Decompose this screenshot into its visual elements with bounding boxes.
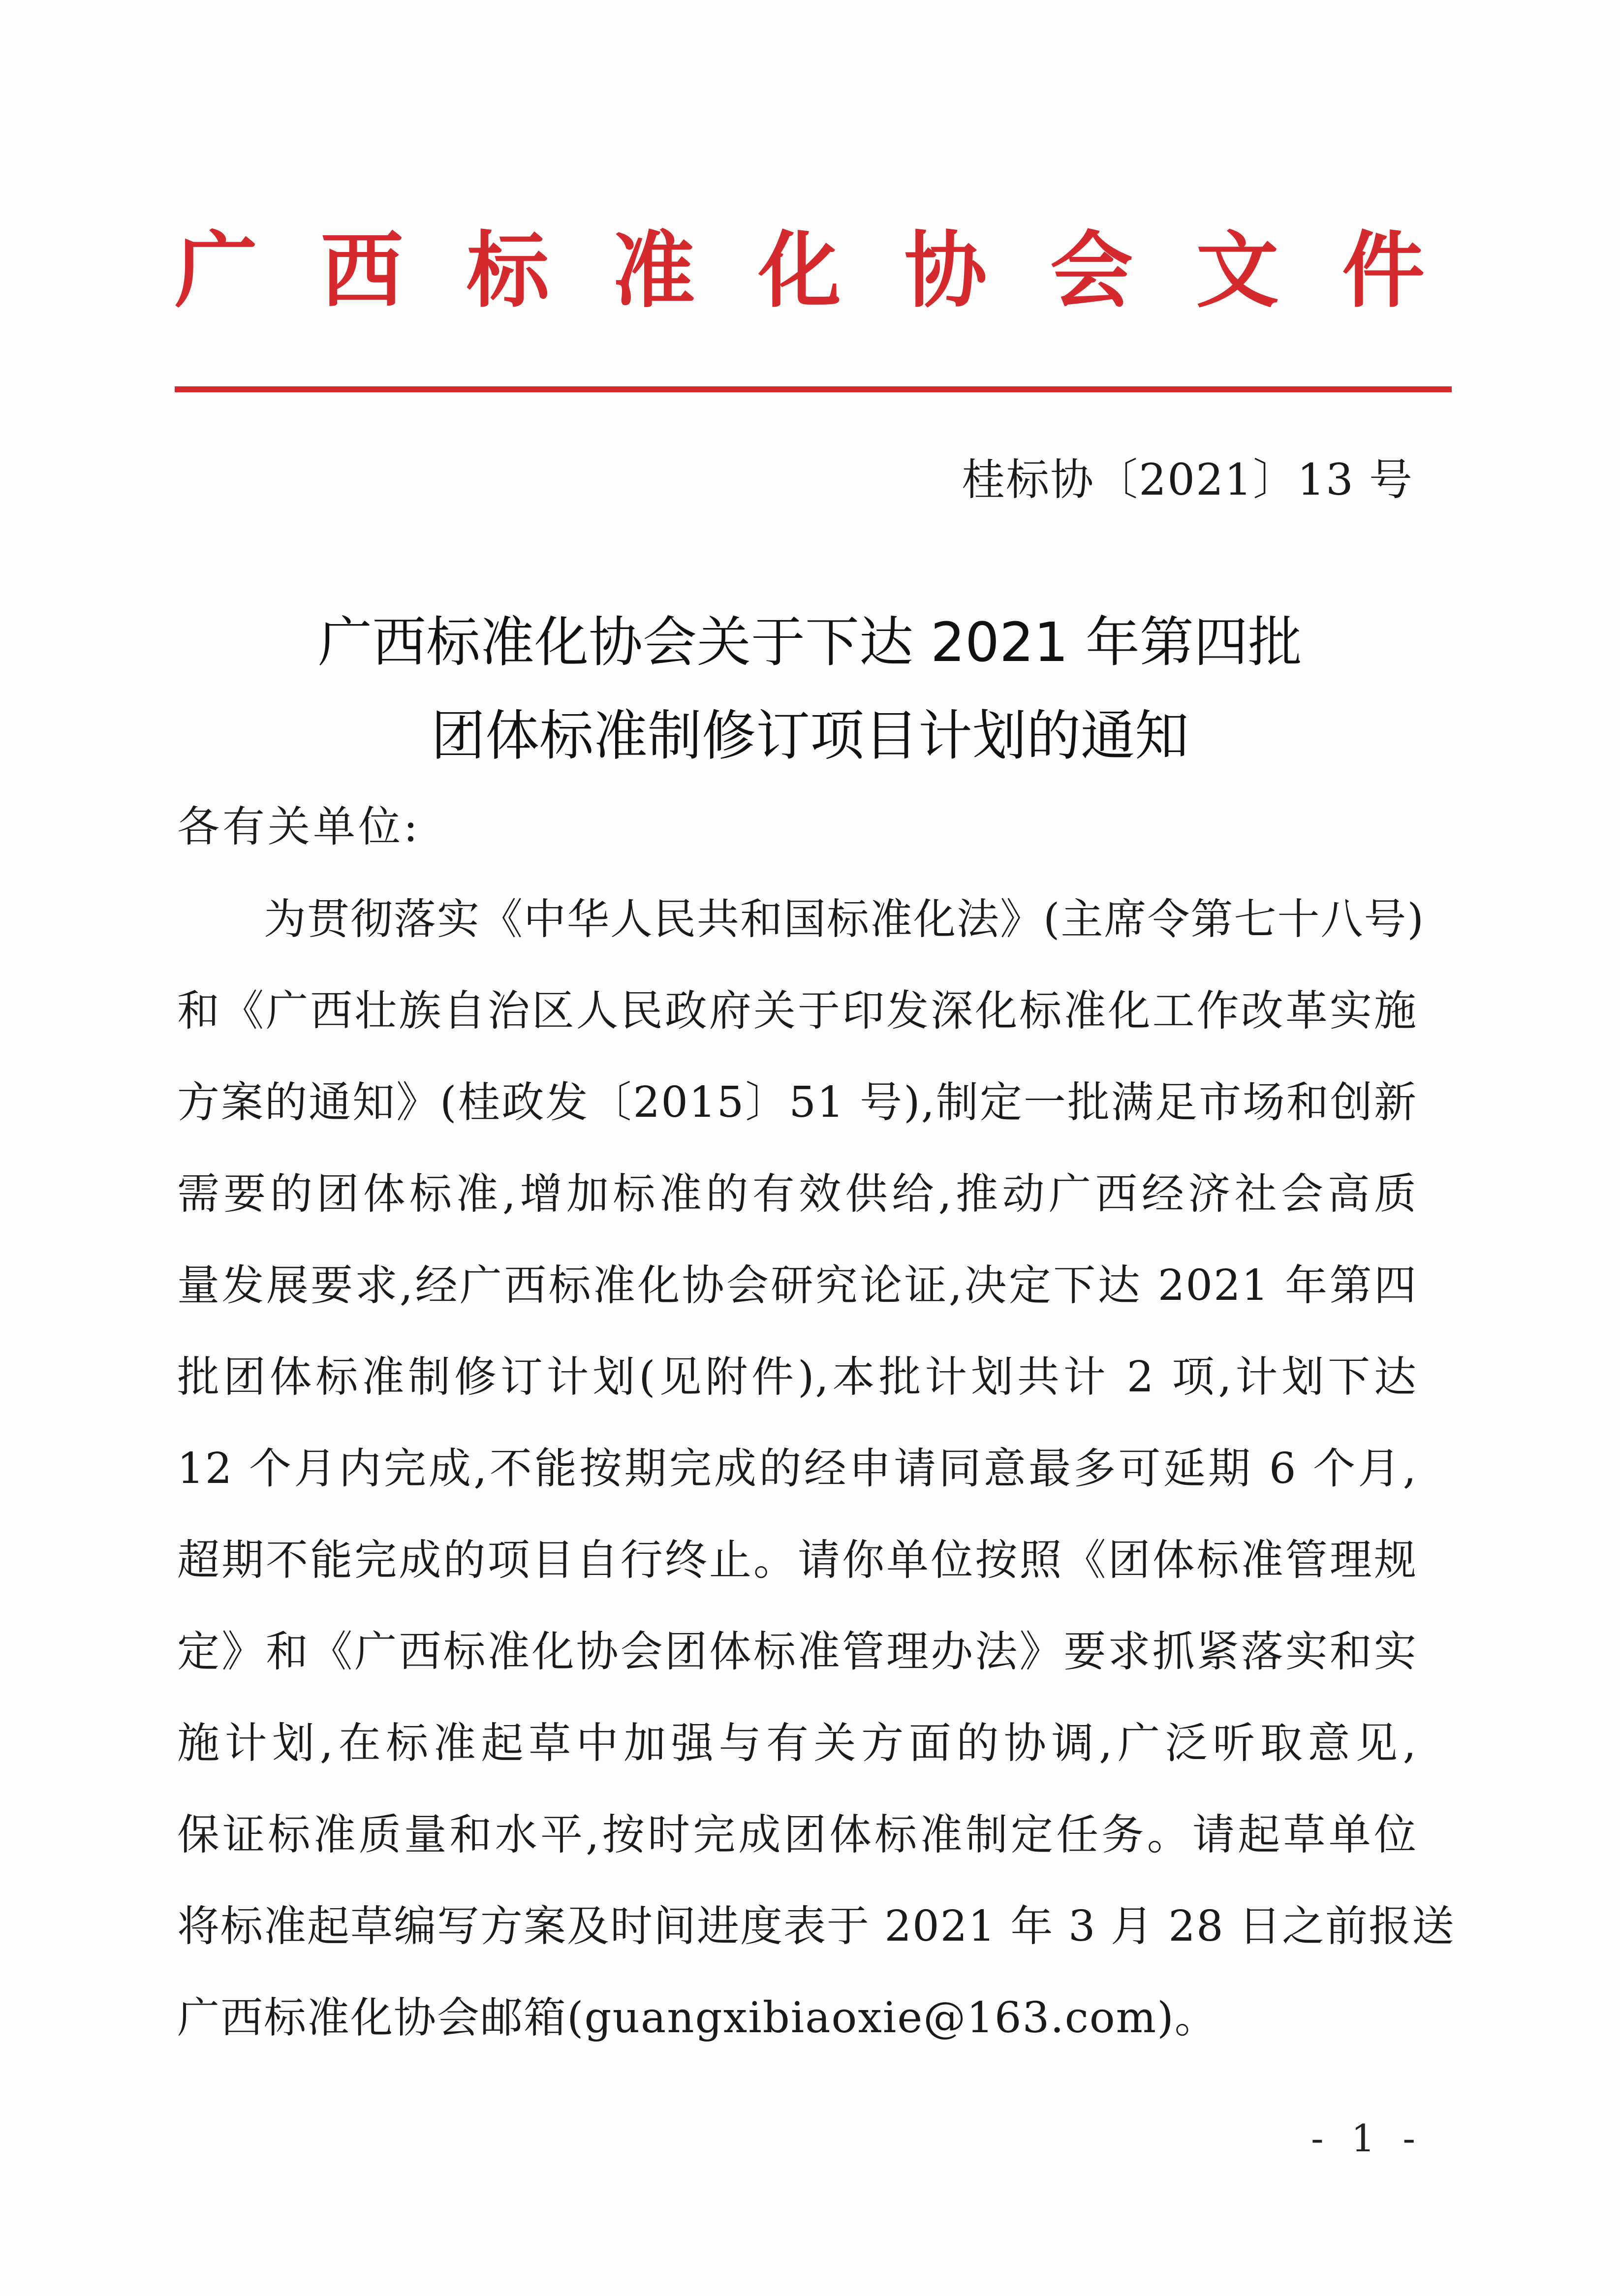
masthead-char: 会: [1050, 222, 1133, 319]
title-line-2: 团体标准制修订项目计划的通知: [431, 704, 1189, 767]
body-line: 将标准起草编写方案及时间进度表于 2021 年 3 月 28 日之前报送: [177, 1902, 1456, 1951]
title-line-1: 广西标准化协会关于下达 2021 年第四批: [318, 611, 1302, 674]
body-line: 方案的通知》(桂政发〔2015〕51 号),制定一批满足市场和创新: [177, 1078, 1417, 1127]
body-line: 量发展要求,经广西标准化协会研究论证,决定下达 2021 年第四: [177, 1261, 1417, 1310]
masthead-char: 广: [175, 222, 257, 319]
masthead-char: 协: [904, 222, 987, 319]
masthead-char: 化: [758, 222, 841, 319]
masthead-char: 文: [1196, 222, 1279, 319]
masthead-char: 标: [467, 222, 549, 319]
body-line: 施计划,在标准起草中加强与有关方面的协调,广泛听取意见,: [177, 1719, 1417, 1768]
salutation: 各有关单位:: [177, 802, 421, 851]
masthead-char: 西: [320, 222, 404, 319]
document-title: [98, 596, 1522, 783]
body-line: 广西标准化协会邮箱(guangxibiaoxie@163.com)。: [177, 1993, 1218, 2043]
body-line: 保证标准质量和水平,按时完成团体标准制定任务。请起草单位: [177, 1810, 1417, 1859]
red-divider-rule: [175, 386, 1452, 392]
body-line: 超期不能完成的项目自行终止。请你单位按照《团体标准管理规: [177, 1536, 1417, 1585]
masthead-title: [175, 217, 1425, 325]
page-number: - 1 -: [1310, 2116, 1423, 2160]
body-line: 批团体标准制修订计划(见附件),本批计划共计 2 项,计划下达: [177, 1352, 1417, 1402]
body-paragraph: [177, 874, 1456, 2064]
masthead-char: 件: [1342, 222, 1425, 319]
body-line: 为贯彻落实《中华人民共和国标准化法》(主席令第七十八号): [264, 895, 1425, 944]
body-line: 定》和《广西标准化协会团体标准管理办法》要求抓紧落实和实: [177, 1627, 1417, 1676]
document-number: 桂标协〔2021〕13 号: [962, 454, 1413, 505]
masthead-char: 准: [612, 222, 695, 319]
body-line: 12 个月内完成,不能按期完成的经申请同意最多可延期 6 个月,: [177, 1444, 1417, 1493]
body-line: 需要的团体标准,增加标准的有效供给,推动广西经济社会高质: [177, 1169, 1417, 1219]
body-line: 和《广西壮族自治区人民政府关于印发深化标准化工作改革实施: [177, 986, 1417, 1036]
